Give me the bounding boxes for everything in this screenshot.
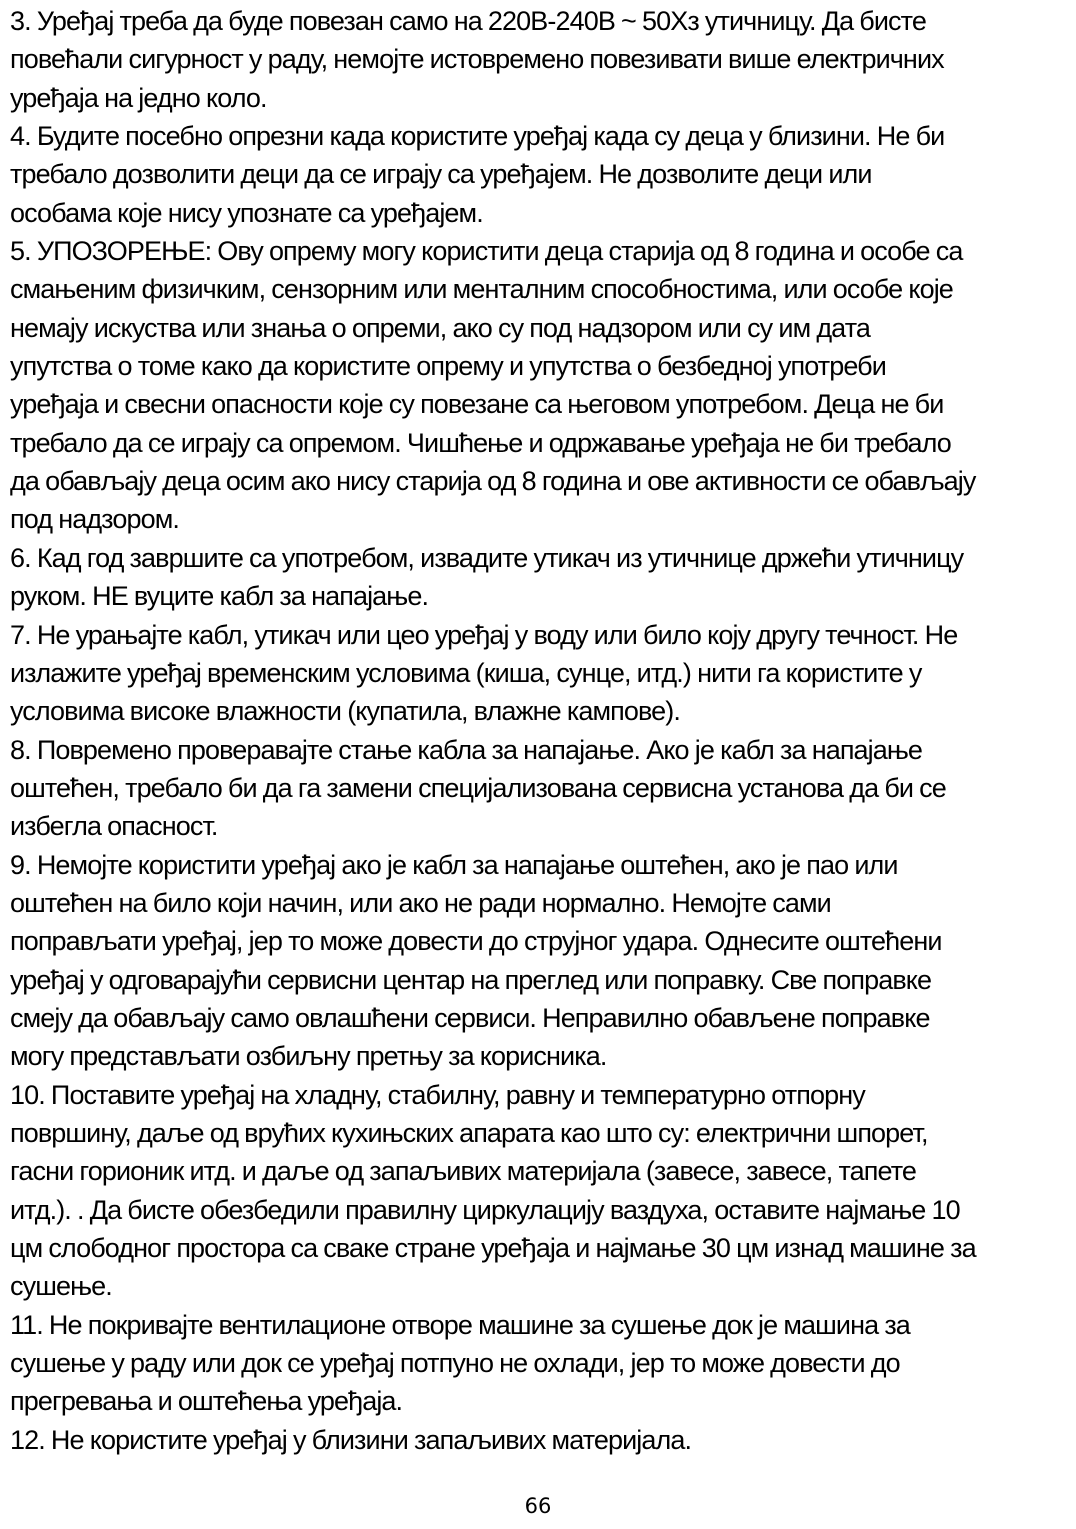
instruction-item-4: 4. Будите посебно опрезни када користите уређај када су деца у близини. Не би требало дозволити деци да се играју са уређајем. Не дозволите деци или особама које нису упознате са уређајем. xyxy=(10,121,945,228)
document-body xyxy=(10,2,1070,1459)
instruction-item-3: 3. Уређај треба да буде повезан само на 220В-240В ~ 50Хз утичницу. Да бисте повећали сигурност у раду, немојте истовремено повезивати више електричних уређаја на једно коло. xyxy=(10,6,944,113)
instruction-item-8: 8. Повремено проверавајте стање кабла за напајање. Ако је кабл за напајање оштећен, требало би да га замени специјализована сервисна установа да би се избегла опасност. xyxy=(10,734,946,842)
instruction-item-12: 12. Не користите уређај у близини запаљивих материјала. xyxy=(10,1424,692,1455)
instruction-item-9: 9. Немојте користити уређај ако је кабл за напајање оштећен, ако је пао или оштећен на било који начин, или ако не ради нормално. Немојте сами поправљати уређај, јер то може довести до струјног удара. Однесите оштећени уређај у одговарајући сервисни центар на преглед или поправку. Све поправке смеју да обављају само овлашћени сервиси. Неправилно обављене поправке могу представљати озбиљну претњу за корисника. xyxy=(10,849,942,1072)
page-number: 66 xyxy=(524,1494,552,1518)
instruction-item-10: 10. Поставите уређај на хладну, стабилну, равну и температурно отпорну површину, даље од врућих кухињских апарата као што су: електрични шпорет, гасни горионик итд. и даље од запаљивих материјала (завесе, завесе, тапете итд.). . Да бисте обезбедили правилну циркулацију ваздуха, оставите најмање 10 цм слободног простора са сваке стране уређаја и најмање 30 цм изнад машине за сушење. xyxy=(10,1079,976,1302)
instruction-item-7: 7. Не урањајте кабл, утикач или цео уређај у воду или било коју другу течност. Не излажите уређај временским условима (киша, сунце, итд.) нити га користите у условима високе влажности (купатила, влажне кампове). xyxy=(10,619,958,727)
instruction-item-6: 6. Кад год завршите са употребом, извадите утикач из утичнице држећи утичницу руком. НЕ вуците кабл за напајање. xyxy=(10,542,964,612)
instruction-item-5: 5. УПОЗОРЕЊЕ: Ову опрему могу користити деца старија од 8 година и особе са смањеним физичким, сензорним или менталним способностима, или особе које немају искуства или знања о опреми, ако су под надзором или су им дата упутства о томе како да користите опрему и упутства о безбедној употреби уређаја и свесни опасности које су повезане са његовом употребом. Деца не би требало да се играју са опремом. Чишћење и одржавање уређаја не би требало да обављају деца осим ако нису старија од 8 година и ове активности се обављају под надзором. xyxy=(10,236,976,535)
instruction-item-11: 11. Не покривајте вентилационе отворе машине за сушење док је машина за сушење у раду или док се уређај потпуно не охлади, јер то може довести до прегревања и оштећења уређаја. xyxy=(10,1309,910,1417)
